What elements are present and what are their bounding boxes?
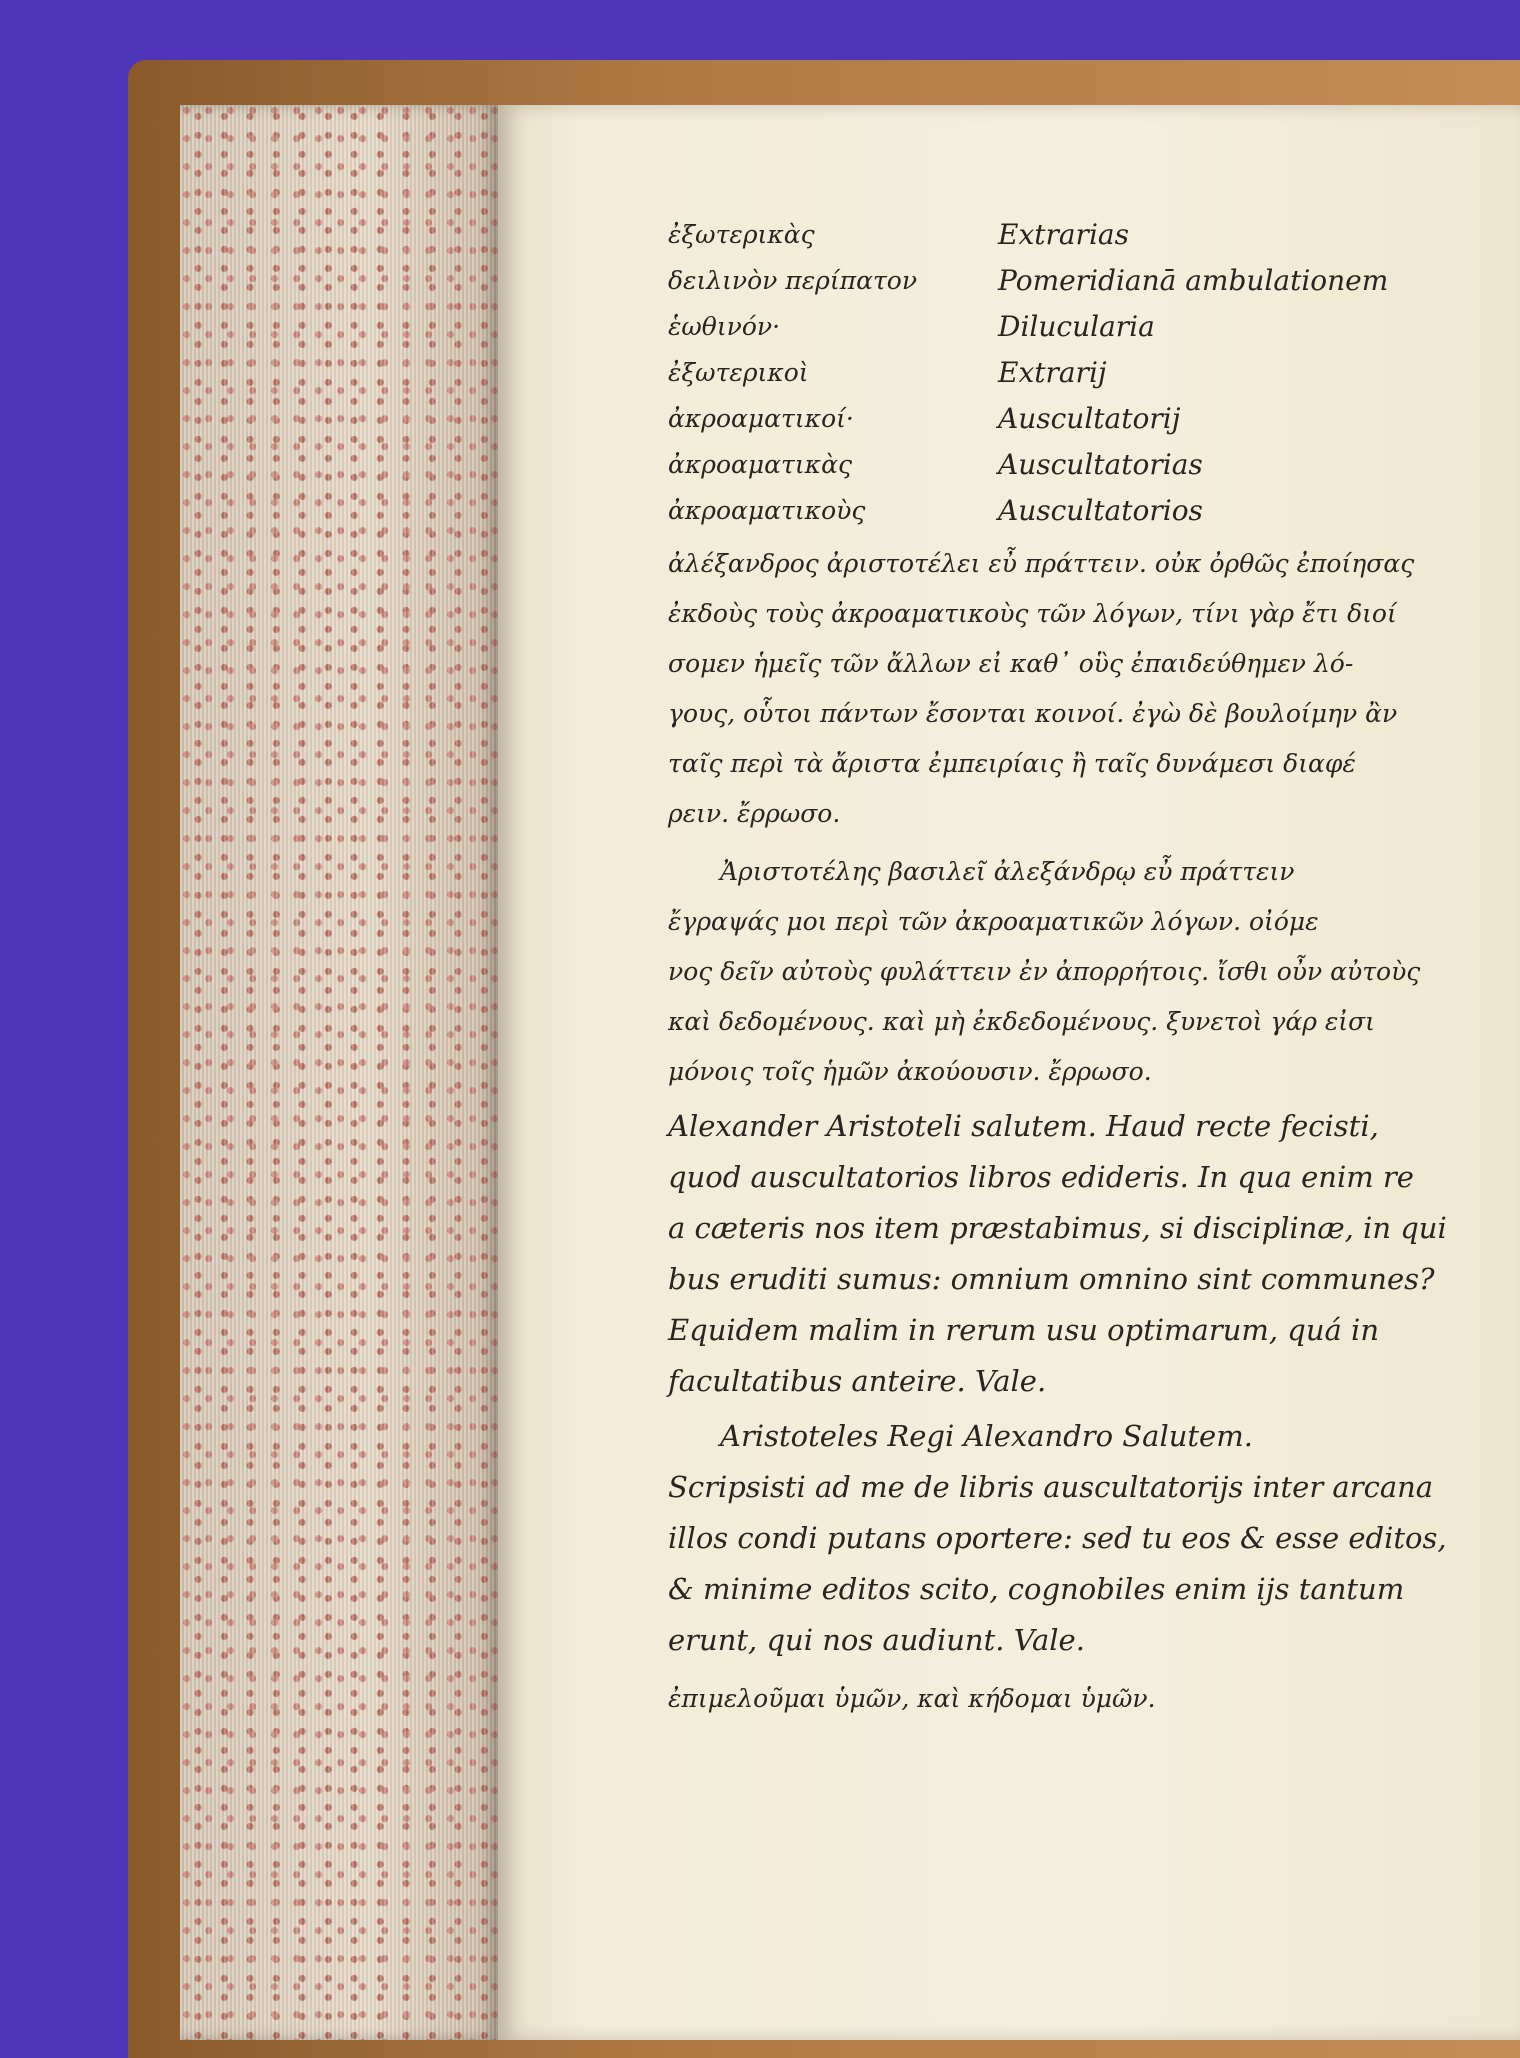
text-line: bus eruditi sumus: omnium omnino sint communes? bbox=[668, 1262, 1435, 1296]
glossary-latin: Auscultatorij bbox=[998, 402, 1181, 435]
glossary-latin: Extrarias bbox=[998, 218, 1129, 251]
glossary-latin: Extrarij bbox=[998, 356, 1107, 389]
glossary-greek: ἀκροαματικοὺς bbox=[668, 496, 866, 525]
text-line: quod auscultatorios libros edideris. In qua enim re bbox=[668, 1160, 1414, 1194]
text-line: ρειν. ἔρρωσο. bbox=[668, 799, 841, 828]
glossary-greek: δειλινὸν περίπατον bbox=[668, 266, 918, 295]
text-line: a cæteris nos item præstabimus, si disciplinæ, in qui bbox=[668, 1211, 1447, 1245]
text-line: Ἀριστοτέλης βασιλεῖ ἀλεξάνδρῳ εὖ πράττειν bbox=[720, 857, 1295, 886]
text-line: illos condi putans oportere: sed tu eos & esse editos, bbox=[668, 1521, 1447, 1555]
text-line: Scripsisti ad me de libris auscultatorijs inter arcana bbox=[668, 1470, 1434, 1504]
glossary-latin: Dilucularia bbox=[998, 310, 1155, 343]
text-line: ἐπιμελοῦμαι ὑμῶν, καὶ κήδομαι ὑμῶν. bbox=[668, 1684, 1156, 1713]
glossary-greek: ἑωθινόν· bbox=[668, 312, 781, 341]
glossary-latin: Auscultatorios bbox=[998, 494, 1203, 527]
greek-closing bbox=[668, 1674, 1408, 1724]
latin-letter-aristotle bbox=[668, 1411, 1447, 1666]
glossary-latin: Pomeridianā ambulationem bbox=[998, 264, 1389, 297]
glossary-greek: ἀκροαματικοί· bbox=[668, 404, 854, 433]
text-line: γους, οὗτοι πάντων ἔσονται κοινοί. ἐγὼ δὲ βουλοίμην ἂν bbox=[668, 699, 1398, 728]
text-line: ταῖς περὶ τὰ ἄριστα ἐμπειρίαις ἢ ταῖς δυνάμεσι διαφέ bbox=[668, 749, 1356, 778]
glossary-greek: ἀκροαματικὰς bbox=[668, 450, 852, 479]
text-line: erunt, qui nos audiunt. Vale. bbox=[668, 1623, 1085, 1657]
text-line: Aristoteles Regi Alexandro Salutem. bbox=[720, 1419, 1253, 1453]
text-line: μόνοις τοῖς ἡμῶν ἀκούουσιν. ἔρρωσο. bbox=[668, 1057, 1152, 1086]
page-fore-edge bbox=[180, 105, 498, 2040]
greek-letter-aristotle bbox=[668, 847, 1421, 1097]
text-line: & minime editos scito, cognobiles enim ijs tantum bbox=[668, 1572, 1405, 1606]
glossary-table bbox=[668, 215, 1408, 531]
text-line: facultatibus anteire. Vale. bbox=[668, 1364, 1047, 1398]
greek-letter-alexander bbox=[668, 539, 1415, 839]
latin-letter-alexander bbox=[668, 1101, 1447, 1407]
text-line: ἐκδοὺς τοὺς ἀκροαματικοὺς τῶν λόγων, τίνι γὰρ ἔτι διοί bbox=[668, 599, 1397, 628]
text-line: ἔγραψάς μοι περὶ τῶν ἀκροαματικῶν λόγων. οἰόμε bbox=[668, 907, 1319, 936]
text-line: σομεν ἡμεῖς τῶν ἄλλων εἰ καθ᾽ οὓς ἐπαιδεύθημεν λό- bbox=[668, 649, 1354, 678]
glossary-latin: Auscultatorias bbox=[998, 448, 1203, 481]
text-line: Equidem malim in rerum usu optimarum, quá in bbox=[668, 1313, 1380, 1347]
glossary-greek: ἐξωτερικὰς bbox=[668, 220, 815, 249]
text-line: καὶ δεδομένους. καὶ μὴ ἐκδεδομένους. ξυνετοὶ γάρ εἰσι bbox=[668, 1007, 1375, 1036]
text-line: νος δεῖν αὐτοὺς φυλάττειν ἐν ἀπορρήτοις. ἴσθι οὖν αὐτοὺς bbox=[668, 957, 1421, 986]
text-line: ἀλέξανδρος ἀριστοτέλει εὖ πράττειν. οὐκ ὀρθῶς ἐποίησας bbox=[668, 549, 1415, 578]
book-page bbox=[498, 105, 1520, 2040]
glossary-greek: ἐξωτερικοὶ bbox=[668, 358, 809, 387]
page-text bbox=[668, 215, 1447, 1724]
text-line: Alexander Aristoteli salutem. Haud recte fecisti, bbox=[668, 1109, 1379, 1143]
